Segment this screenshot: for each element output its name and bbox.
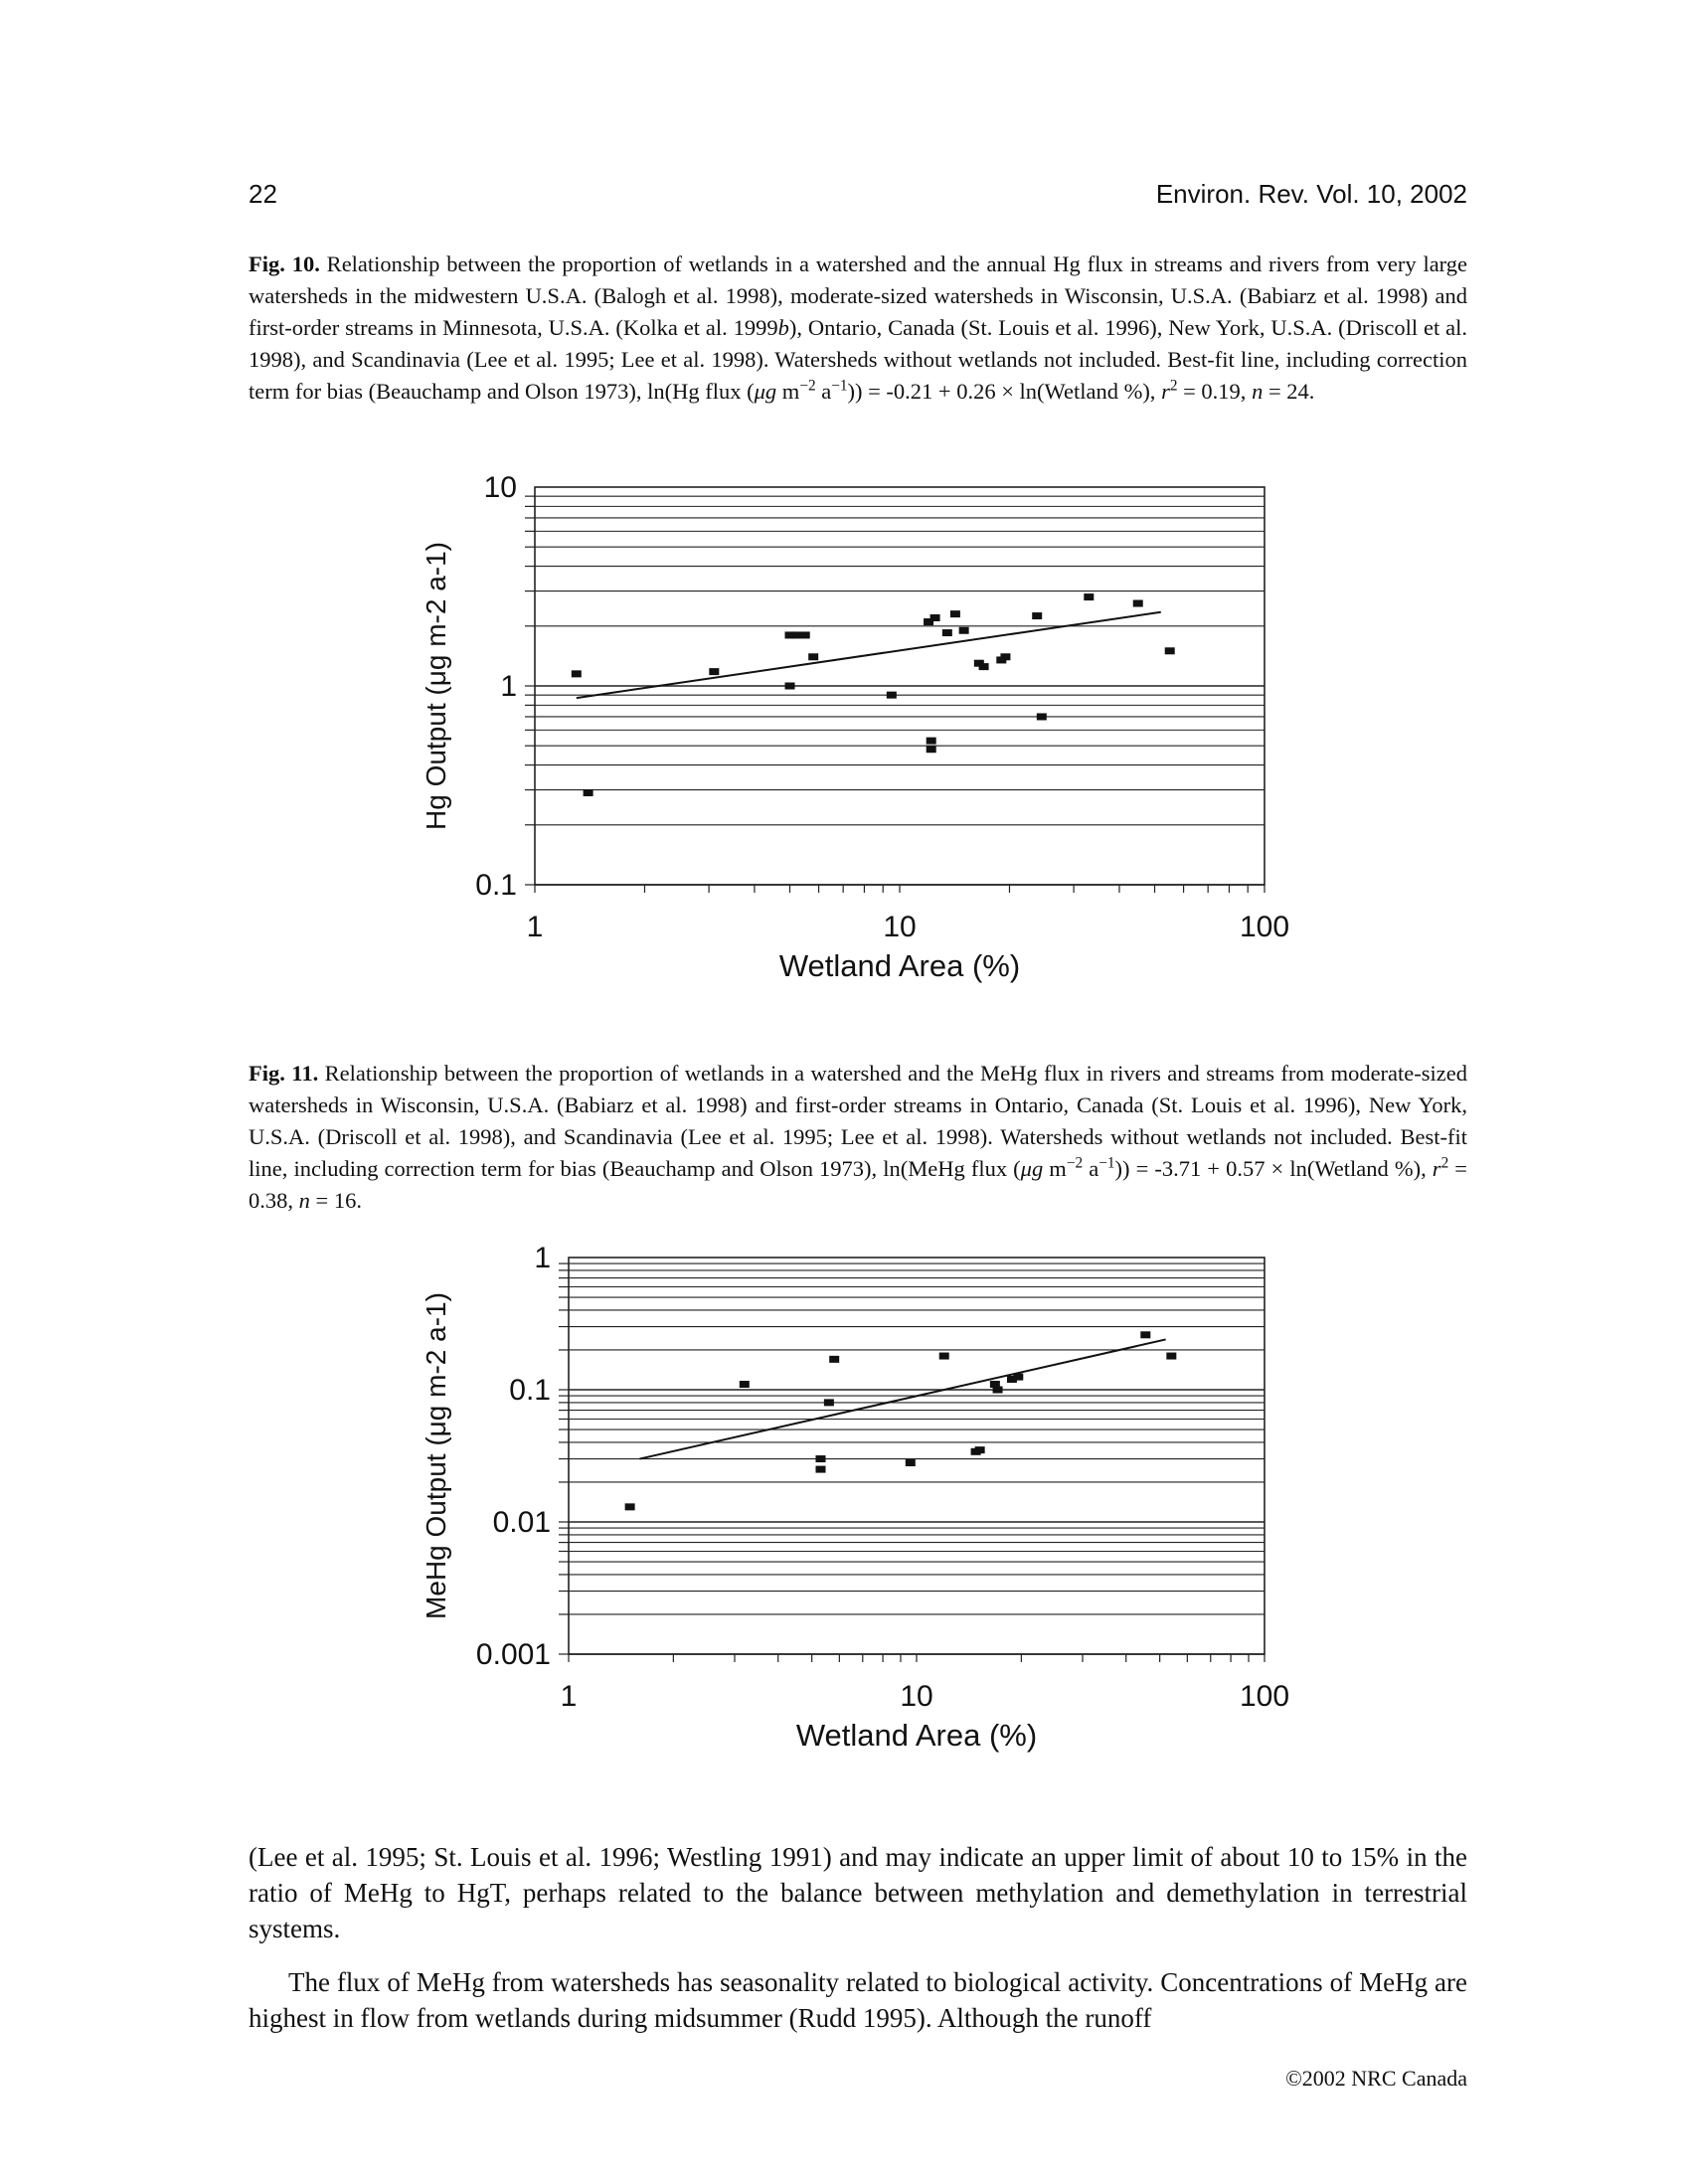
fig11-x-tick-label: 1 — [560, 1680, 578, 1713]
fig10-data-point — [791, 631, 801, 638]
fig10-caption-r: r — [1161, 379, 1170, 404]
fig10-y-tick-label: 10 — [483, 471, 517, 504]
running-head: Environ. Rev. Vol. 10, 2002 — [1155, 179, 1467, 209]
fig10-caption-text-g: = 0.19, — [1177, 379, 1253, 404]
fig10-data-point — [572, 670, 582, 677]
fig10-data-point — [930, 614, 940, 621]
fig11-x-tick-label: 100 — [1239, 1680, 1290, 1713]
fig10-caption-sup1: −2 — [799, 377, 816, 395]
fig10-data-point — [927, 746, 936, 753]
fig10-caption-text-h: = 24. — [1263, 379, 1315, 404]
fig11-caption-text-d: m — [1043, 1156, 1067, 1181]
fig11-caption-r: r — [1432, 1156, 1441, 1181]
fig10-x-tick-label: 100 — [1239, 911, 1290, 943]
fig10-data-point — [1165, 647, 1175, 654]
fig11-y-tick-label: 0.001 — [475, 1638, 551, 1671]
fig11-y-axis-label: MeHg Output (μg m-2 a-1) — [421, 1292, 451, 1619]
fig10-data-point — [942, 629, 952, 636]
fig10-caption-text-a: Relationship between the proportion of wetlands in a watershed and the annual Hg flux in streams and rivers from very large watersheds in the midwestern U.S.A. (Balogh et al. 1998), moderate-sized watersheds in Wisconsin, U.S.A. (Babiarz et al. 1998) and first-order streams in Minnesota, U.S.A. (Kolka et al. 1999 — [249, 252, 1467, 340]
copyright-notice: ©2002 NRC Canada — [1285, 2066, 1467, 2091]
fig11-caption-text-h: = 16. — [309, 1188, 362, 1213]
fig11-y-tick-label: 0.01 — [492, 1506, 551, 1539]
fig10-caption-text-d: m — [776, 379, 800, 404]
fig10-label: Fig. 10. — [249, 252, 320, 276]
fig10-data-point — [959, 627, 969, 634]
fig10-caption-sup2: −1 — [831, 377, 848, 395]
fig11-caption-text-e: a — [1083, 1156, 1099, 1181]
fig10-data-point — [887, 692, 897, 699]
fig10-y-tick-label: 0.1 — [475, 869, 517, 902]
fig10-data-point — [800, 631, 810, 638]
fig10-data-point — [1000, 653, 1010, 660]
fig11-caption-sup1: −2 — [1066, 1154, 1084, 1172]
fig10-caption-text-c: ), Ontario, Canada (St. Louis et al. 1996), New York, U.S.A. (Driscoll et al. 1998), and Scandinavia (Lee et al. 1995; Lee et al. 1998). Watersheds without wetlands not included. Best-fit line, including correction term for bias (Beauchamp and Olson 1973), ln(Hg flux ( — [249, 315, 1467, 404]
fig11-caption — [249, 1058, 1467, 1217]
fig11-label: Fig. 11. — [249, 1061, 319, 1086]
fig10-data-point — [808, 653, 818, 660]
fig10-data-point — [584, 789, 593, 796]
fig11-x-axis-label: Wetland Area (%) — [795, 1718, 1038, 1753]
fig10-y-axis-label: Hg Output (μg m-2 a-1) — [421, 541, 451, 831]
fig10-data-point — [1032, 612, 1042, 619]
fig11-caption-sup3: 2 — [1440, 1154, 1449, 1172]
fig11-y-tick-label: 1 — [534, 1242, 551, 1274]
body-paragraph-1: (Lee et al. 1995; St. Louis et al. 1996; Westling 1991) and may indicate an upper limit of about 10 to 15% in the ratio of MeHg to HgT, perhaps related to the balance between methylation and demethylation in terrestrial systems. — [249, 1842, 1467, 1943]
fig10-caption-text-f: )) = -0.21 + 0.26 × ln(Wetland %), — [847, 379, 1162, 404]
fig10-caption-sup3: 2 — [1169, 377, 1178, 395]
fig10-data-point — [1133, 600, 1143, 607]
fig11-caption-text-g: = 0.38, — [249, 1156, 1468, 1213]
fig10-caption-mu: μg — [754, 379, 777, 404]
fig10-plot-group — [421, 471, 1289, 983]
fig10-caption-italic: b — [777, 315, 789, 340]
fig10-data-point — [785, 683, 795, 690]
fig11-caption-sup2: −1 — [1098, 1154, 1115, 1172]
fig10-x-axis-label: Wetland Area (%) — [778, 948, 1021, 983]
fig10-data-point — [1037, 713, 1047, 720]
fig10-data-point — [927, 738, 936, 745]
body-paragraph-2: The flux of MeHg from watersheds has seasonality related to biological activity. Concentrations of MeHg are highest in flow from wetlands during midsummer (Rudd 1995). Although the runoff — [249, 1967, 1467, 2033]
fig10-data-point — [709, 668, 719, 675]
fig10-data-point — [1084, 593, 1094, 600]
fig11-caption-mu: μg — [1020, 1156, 1044, 1181]
fig10-y-tick-label: 1 — [500, 670, 517, 703]
fig10-caption-text-e: a — [815, 379, 832, 404]
fig10-x-tick-label: 10 — [883, 911, 917, 943]
fig11-caption-text-f: )) = -3.71 + 0.57 × ln(Wetland %), — [1114, 1156, 1433, 1181]
page-number: 22 — [249, 179, 277, 209]
fig11-caption-text-a: Relationship between the proportion of wetlands in a watershed and the MeHg flux in rivers and streams from moderate-sized watersheds in Wisconsin, U.S.A. (Babiarz et al. 1998) and first-order streams in Ontario, Canada (St. Louis et al. 1996), New York, U.S.A. (Driscoll et al. 1998), and Scandinavia (Lee et al. 1995; Lee et al. 1998). Watersheds without wetlands not included. Best-fit line, including correction term for bias (Beauchamp and Olson 1973), ln(MeHg flux ( — [249, 1061, 1467, 1181]
fig10-data-point — [950, 610, 960, 617]
fig11-x-tick-label: 10 — [900, 1680, 933, 1713]
fig10-fit-line — [577, 612, 1161, 698]
fig10-x-tick-label: 1 — [526, 911, 544, 943]
fig10-data-point — [979, 663, 989, 670]
fig11-caption-n: n — [298, 1188, 310, 1213]
fig11-y-tick-label: 0.1 — [509, 1374, 551, 1407]
fig10-caption-n: n — [1252, 379, 1264, 404]
